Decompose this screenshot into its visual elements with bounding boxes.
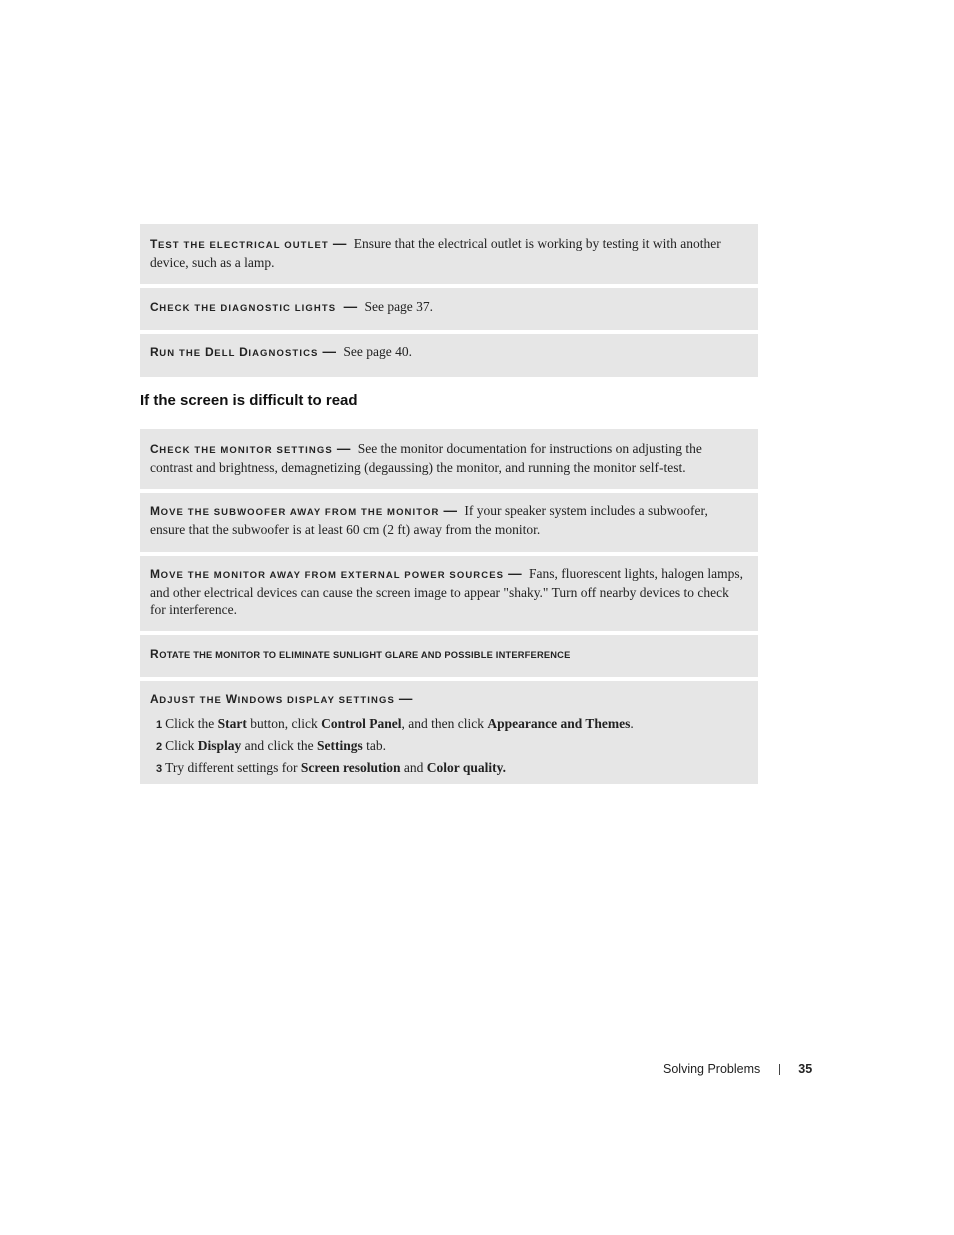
dash: —	[508, 566, 522, 581]
footer-section: Solving Problems	[663, 1062, 761, 1076]
tip-diagnostic-lights	[140, 288, 758, 330]
tip-move-monitor	[140, 556, 758, 631]
ui-term: Control Panel	[321, 716, 402, 731]
list-item: 3 Try different settings for Screen resolution and Color quality.	[156, 760, 507, 775]
ui-term: Settings	[317, 738, 363, 753]
dash: —	[322, 344, 336, 359]
dash: —	[443, 503, 457, 518]
tip-dell-diagnostics	[140, 334, 758, 377]
ui-term: Color quality.	[426, 760, 507, 775]
page-footer	[663, 1062, 812, 1076]
tip-heading: CHECK THE DIAGNOSTIC LIGHTS	[150, 300, 337, 314]
tip-text: Fans, fluorescent lights, halogen lamps, and other electrical devices can cause the screen image to appear "shaky." Turn off nearby devices to check for interference.	[150, 566, 744, 617]
tip-move-subwoofer	[140, 493, 758, 552]
tip-heading: ADJUST THE WINDOWS DISPLAY SETTINGS	[150, 692, 395, 706]
tip-heading: ROTATE THE MONITOR TO ELIMINATE SUNLIGHT GLARE AND POSSIBLE INTERFERENCE	[150, 647, 571, 661]
tip-rotate-monitor	[140, 635, 758, 677]
tip-monitor-settings	[140, 429, 758, 489]
tip-text: See page 40.	[343, 344, 412, 359]
tip-heading: MOVE THE MONITOR AWAY FROM EXTERNAL POWER SOURCES	[150, 567, 505, 581]
steps-list	[150, 715, 746, 778]
ui-term: Appearance and Themes	[487, 716, 631, 731]
tip-heading: TEST THE ELECTRICAL OUTLET	[150, 237, 329, 251]
tip-test-outlet	[140, 224, 758, 284]
tip-heading: MOVE THE SUBWOOFER AWAY FROM THE MONITOR	[150, 504, 440, 518]
tip-text: If your speaker system includes a subwoofer, ensure that the subwoofer is at least 60 cm (2 ft) away from the monitor.	[150, 503, 708, 537]
tip-text: See the monitor documentation for instructions on adjusting the contrast and brightness, demagnetizing (degaussing) the monitor, and running the monitor self-test.	[150, 441, 702, 475]
section-title: If the screen is difficult to read	[140, 392, 358, 409]
footer-separator	[779, 1064, 780, 1075]
ui-term: Start	[217, 716, 247, 731]
dash: —	[398, 691, 413, 706]
dash: —	[336, 441, 351, 456]
tip-heading: RUN THE DELL DIAGNOSTICS	[150, 345, 319, 359]
tip-text: Ensure that the electrical outlet is working by testing it with another device, such as a lamp.	[150, 236, 721, 270]
tip-adjust-windows	[140, 681, 758, 784]
ui-term: Display	[197, 738, 242, 753]
list-item: 2 Click Display and click the Settings tab.	[156, 738, 387, 753]
ui-term: Screen resolution	[300, 760, 401, 775]
list-item: 1 Click the Start button, click Control Panel, and then click Appearance and Themes.	[156, 716, 634, 731]
dash: —	[332, 236, 347, 251]
tip-heading: CHECK THE MONITOR SETTINGS	[150, 442, 333, 456]
tip-text: See page 37.	[364, 299, 434, 314]
dash: —	[343, 299, 358, 314]
page-number: 35	[798, 1062, 813, 1076]
